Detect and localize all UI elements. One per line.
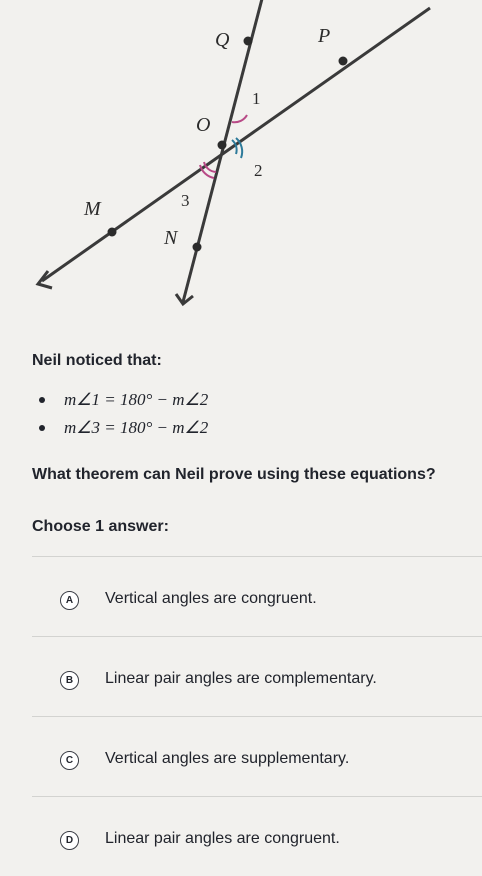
question-text: What theorem can Neil prove using these equations? [32,466,436,483]
label-n: N [164,227,178,249]
geometry-diagram [0,0,482,315]
equation-item [32,414,208,442]
label-angle-1: 1 [252,89,261,108]
choice-b[interactable] [32,636,482,716]
equation-text: m∠1 = 180° − m∠2 [64,390,209,409]
choice-text: Linear pair angles are complementary. [105,670,377,687]
label-p: P [318,25,331,47]
label-m: M [84,198,101,220]
choice-d[interactable] [32,796,482,876]
bullet-icon [39,397,45,403]
choice-text: Linear pair angles are congruent. [105,830,340,847]
bullet-icon [39,425,45,431]
choice-letter-badge: D [60,831,79,850]
answer-choices [32,556,482,876]
label-angle-2: 2 [254,161,263,180]
point-m [108,228,117,237]
choice-text: Vertical angles are supplementary. [105,750,350,767]
equation-text: m∠3 = 180° − m∠2 [64,418,209,437]
equation-list [32,386,208,442]
choice-c[interactable] [32,716,482,796]
label-angle-3: 3 [181,191,190,210]
point-n [193,243,202,252]
label-q: Q [215,29,230,51]
equation-item [32,386,208,414]
angle-1-arc [232,115,247,122]
intro-text: Neil noticed that: [32,352,162,369]
choice-letter-badge: B [60,671,79,690]
point-q [244,37,253,46]
label-o: O [196,114,211,136]
choose-instruction: Choose 1 answer: [32,518,169,535]
point-o [218,141,227,150]
choice-a[interactable] [32,556,482,636]
choice-letter-badge: C [60,751,79,770]
choice-letter-badge: A [60,591,79,610]
point-p [339,57,348,66]
choice-text: Vertical angles are congruent. [105,590,317,607]
